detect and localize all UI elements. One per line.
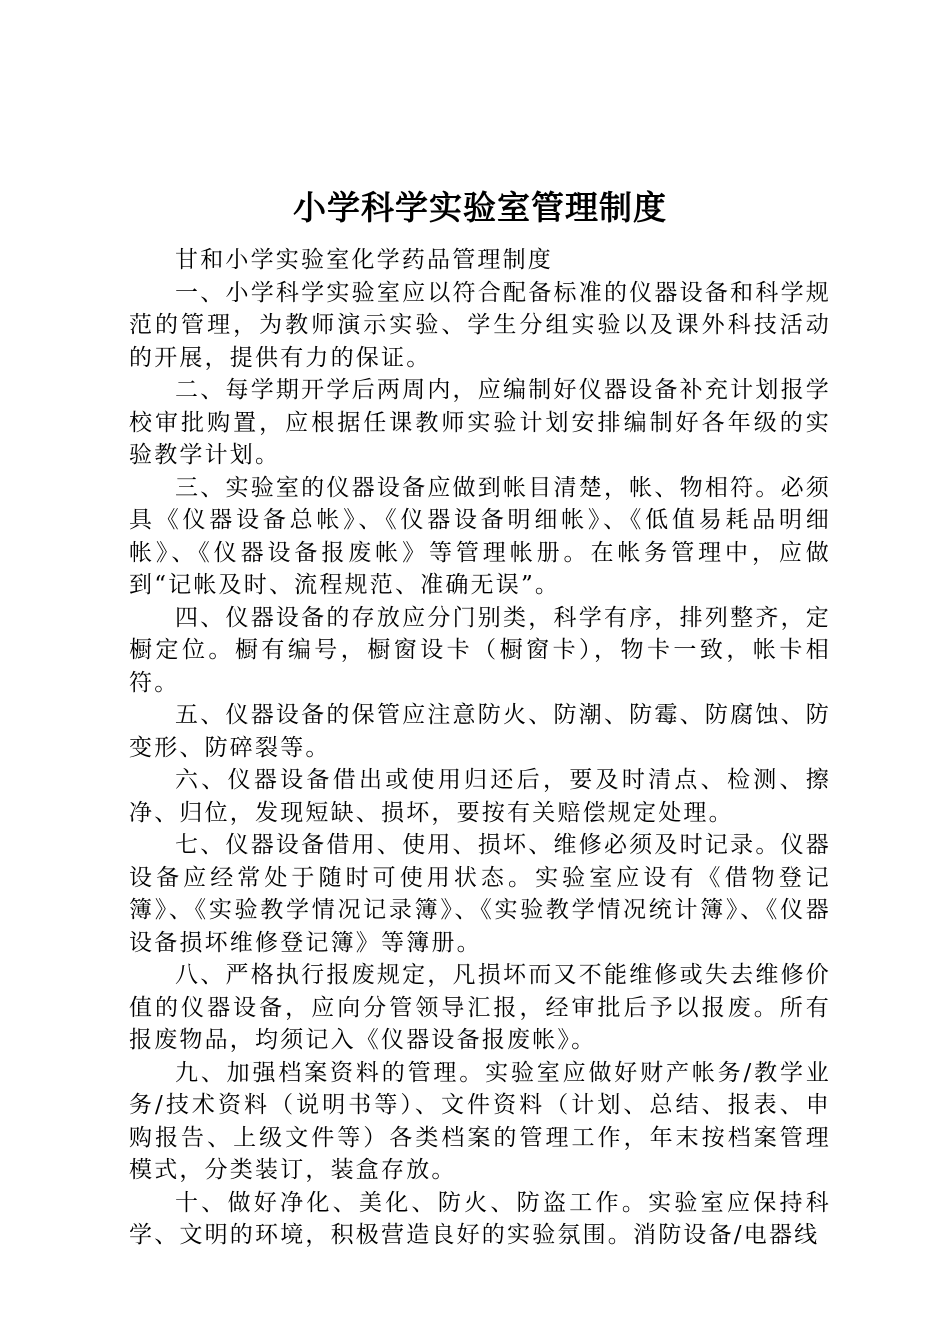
- paragraph-1: 一、小学科学实验室应以符合配备标准的仪器设备和科学规范的管理，为教师演示实验、学生分组实验以及课外科技活动的开展，提供有力的保证。: [129, 279, 831, 371]
- paragraph-10: 十、做好净化、美化、防火、防盗工作。实验室应保持科学、文明的环境，积极营造良好的实验氛围。消防设备/电器线: [129, 1189, 831, 1248]
- paragraph-6: 六、仪器设备借出或使用归还后，要及时清点、检测、擦净、归位，发现短缺、损坏，要按有关赔偿规定处理。: [129, 767, 831, 826]
- paragraph-2: 二、每学期开学后两周内，应编制好仪器设备补充计划报学校审批购置，应根据任课教师实验计划安排编制好各年级的实验教学计划。: [129, 377, 831, 468]
- paragraph-3: 三、实验室的仪器设备应做到帐目清楚，帐、物相符。必须具《仪器设备总帐》、《仪器设备明细帐》、《低值易耗品明细帐》、《仪器设备报废帐》等管理帐册。在帐务管理中，应做到“记帐及时、流程规范、准确无误”。: [129, 474, 831, 598]
- paragraph-4: 四、仪器设备的存放应分门别类，科学有序，排列整齐，定橱定位。橱有编号，橱窗设卡（橱窗卡），物卡一致，帐卡相符。: [129, 604, 831, 696]
- document-body: [129, 186, 831, 1252]
- paragraph-5: 五、仪器设备的保管应注意防火、防潮、防霉、防腐蚀、防变形、防碎裂等。: [129, 702, 831, 761]
- paragraph-7: 七、仪器设备借用、使用、损坏、维修必须及时记录。仪器设备应经常处于随时可使用状态。实验室应设有《借物登记簿》、《实验教学情况记录簿》、《实验教学情况统计簿》、《仪器设备损坏维修登记簿》等簿册。: [129, 832, 831, 956]
- paragraph-8: 八、严格执行报废规定，凡损坏而又不能维修或失去维修价值的仪器设备，应向分管领导汇报，经审批后予以报废。所有报废物品，均须记入《仪器设备报废帐》。: [129, 962, 831, 1053]
- document-subtitle: 甘和小学实验室化学药品管理制度: [175, 247, 553, 273]
- paragraph-9: 九、加强档案资料的管理。实验室应做好财产帐务/教学业务/技术资料（说明书等）、文件资料（计划、总结、报表、申购报告、上级文件等）各类档案的管理工作，年末按档案管理模式，分类装订，装盒存放。: [129, 1059, 831, 1183]
- document-title: 小学科学实验室管理制度: [293, 188, 667, 227]
